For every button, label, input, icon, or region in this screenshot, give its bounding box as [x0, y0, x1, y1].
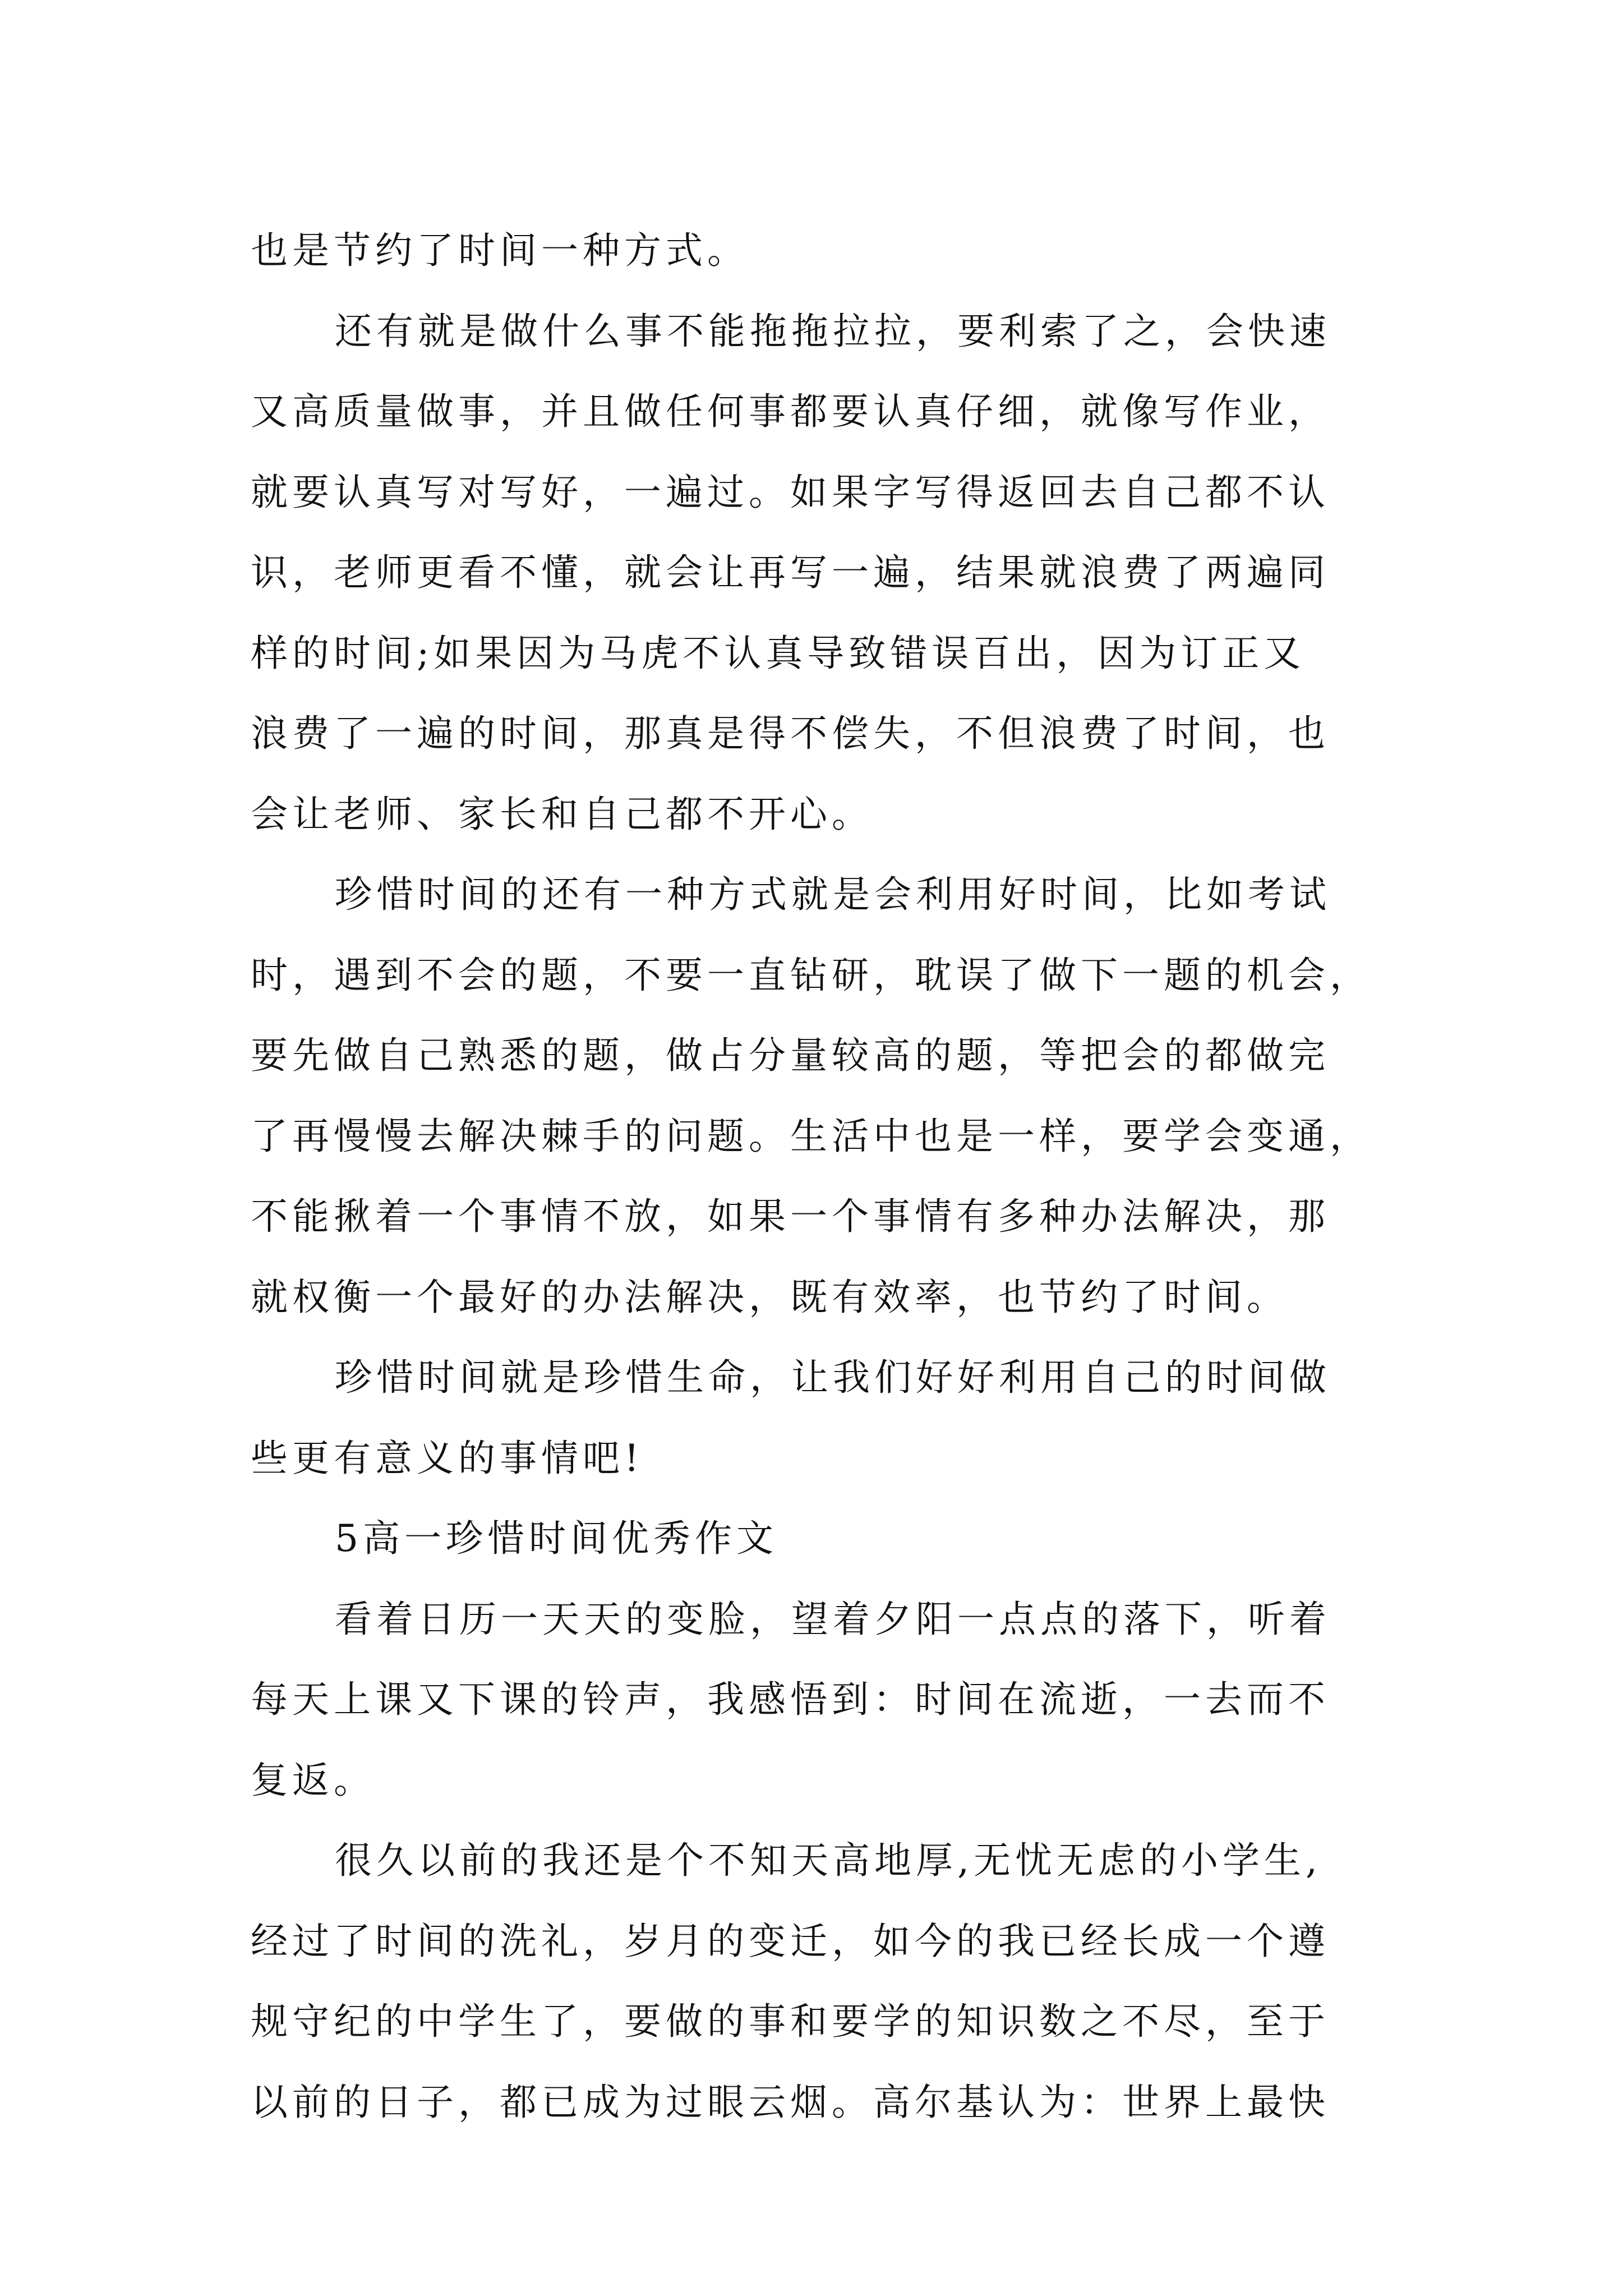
body-text [251, 210, 1400, 2142]
text-line: 了再慢慢去解决棘手的问题。生活中也是一样，要学会变通， [251, 1114, 1371, 1158]
text-line: 会让老师、家长和自己都不开心。 [251, 792, 873, 836]
text-line: 就权衡一个最好的办法解决，既有效率，也节约了时间。 [251, 1275, 1288, 1319]
text-line: 样的时间;如果因为马虎不认真导致错误百出，因为订正又 [251, 631, 1306, 675]
text-line: 就要认真写对写好，一遍过。如果字写得返回去自己都不认 [251, 470, 1330, 514]
text-line: 时，遇到不会的题，不要一直钻研，耽误了做下一题的机会， [251, 953, 1371, 997]
section-heading: 5高一珍惜时间优秀作文 [335, 1517, 778, 1560]
text-line: 珍惜时间就是珍惜生命，让我们好好利用自己的时间做 [335, 1356, 1331, 1399]
text-line: 些更有意义的事情吧! [251, 1436, 644, 1480]
text-line: 又高质量做事，并且做任何事都要认真仔细，就像写作业， [251, 390, 1330, 433]
text-line: 还有就是做什么事不能拖拖拉拉，要利索了之，会快速 [335, 309, 1331, 353]
text-line: 规守纪的中学生了，要做的事和要学的知识数之不尽，至于 [251, 2000, 1330, 2043]
text-line: 经过了时间的洗礼，岁月的变迁，如今的我已经长成一个遵 [251, 1919, 1330, 1963]
text-line: 很久以前的我还是个不知天高地厚,无忧无虑的小学生, [335, 1839, 1322, 1882]
text-line: 要先做自己熟悉的题，做占分量较高的题，等把会的都做完 [251, 1034, 1330, 1077]
text-line: 珍惜时间的还有一种方式就是会利用好时间，比如考试 [335, 873, 1331, 916]
text-line: 不能揪着一个事情不放，如果一个事情有多种办法解决，那 [251, 1195, 1330, 1238]
text-line: 每天上课又下课的铃声，我感悟到：时间在流逝，一去而不 [251, 1678, 1330, 1721]
text-line: 浪费了一遍的时间，那真是得不偿失，不但浪费了时间，也 [251, 712, 1330, 755]
text-line: 也是节约了时间一种方式。 [251, 229, 749, 272]
text-line: 以前的日子，都已成为过眼云烟。高尔基认为：世界上最快 [251, 2080, 1330, 2124]
text-line: 复返。 [251, 1758, 375, 1802]
text-line: 看着日历一天天的变脸，望着夕阳一点点的落下，听着 [335, 1597, 1331, 1641]
text-line: 识，老师更看不懂，就会让再写一遍，结果就浪费了两遍同 [251, 551, 1330, 594]
